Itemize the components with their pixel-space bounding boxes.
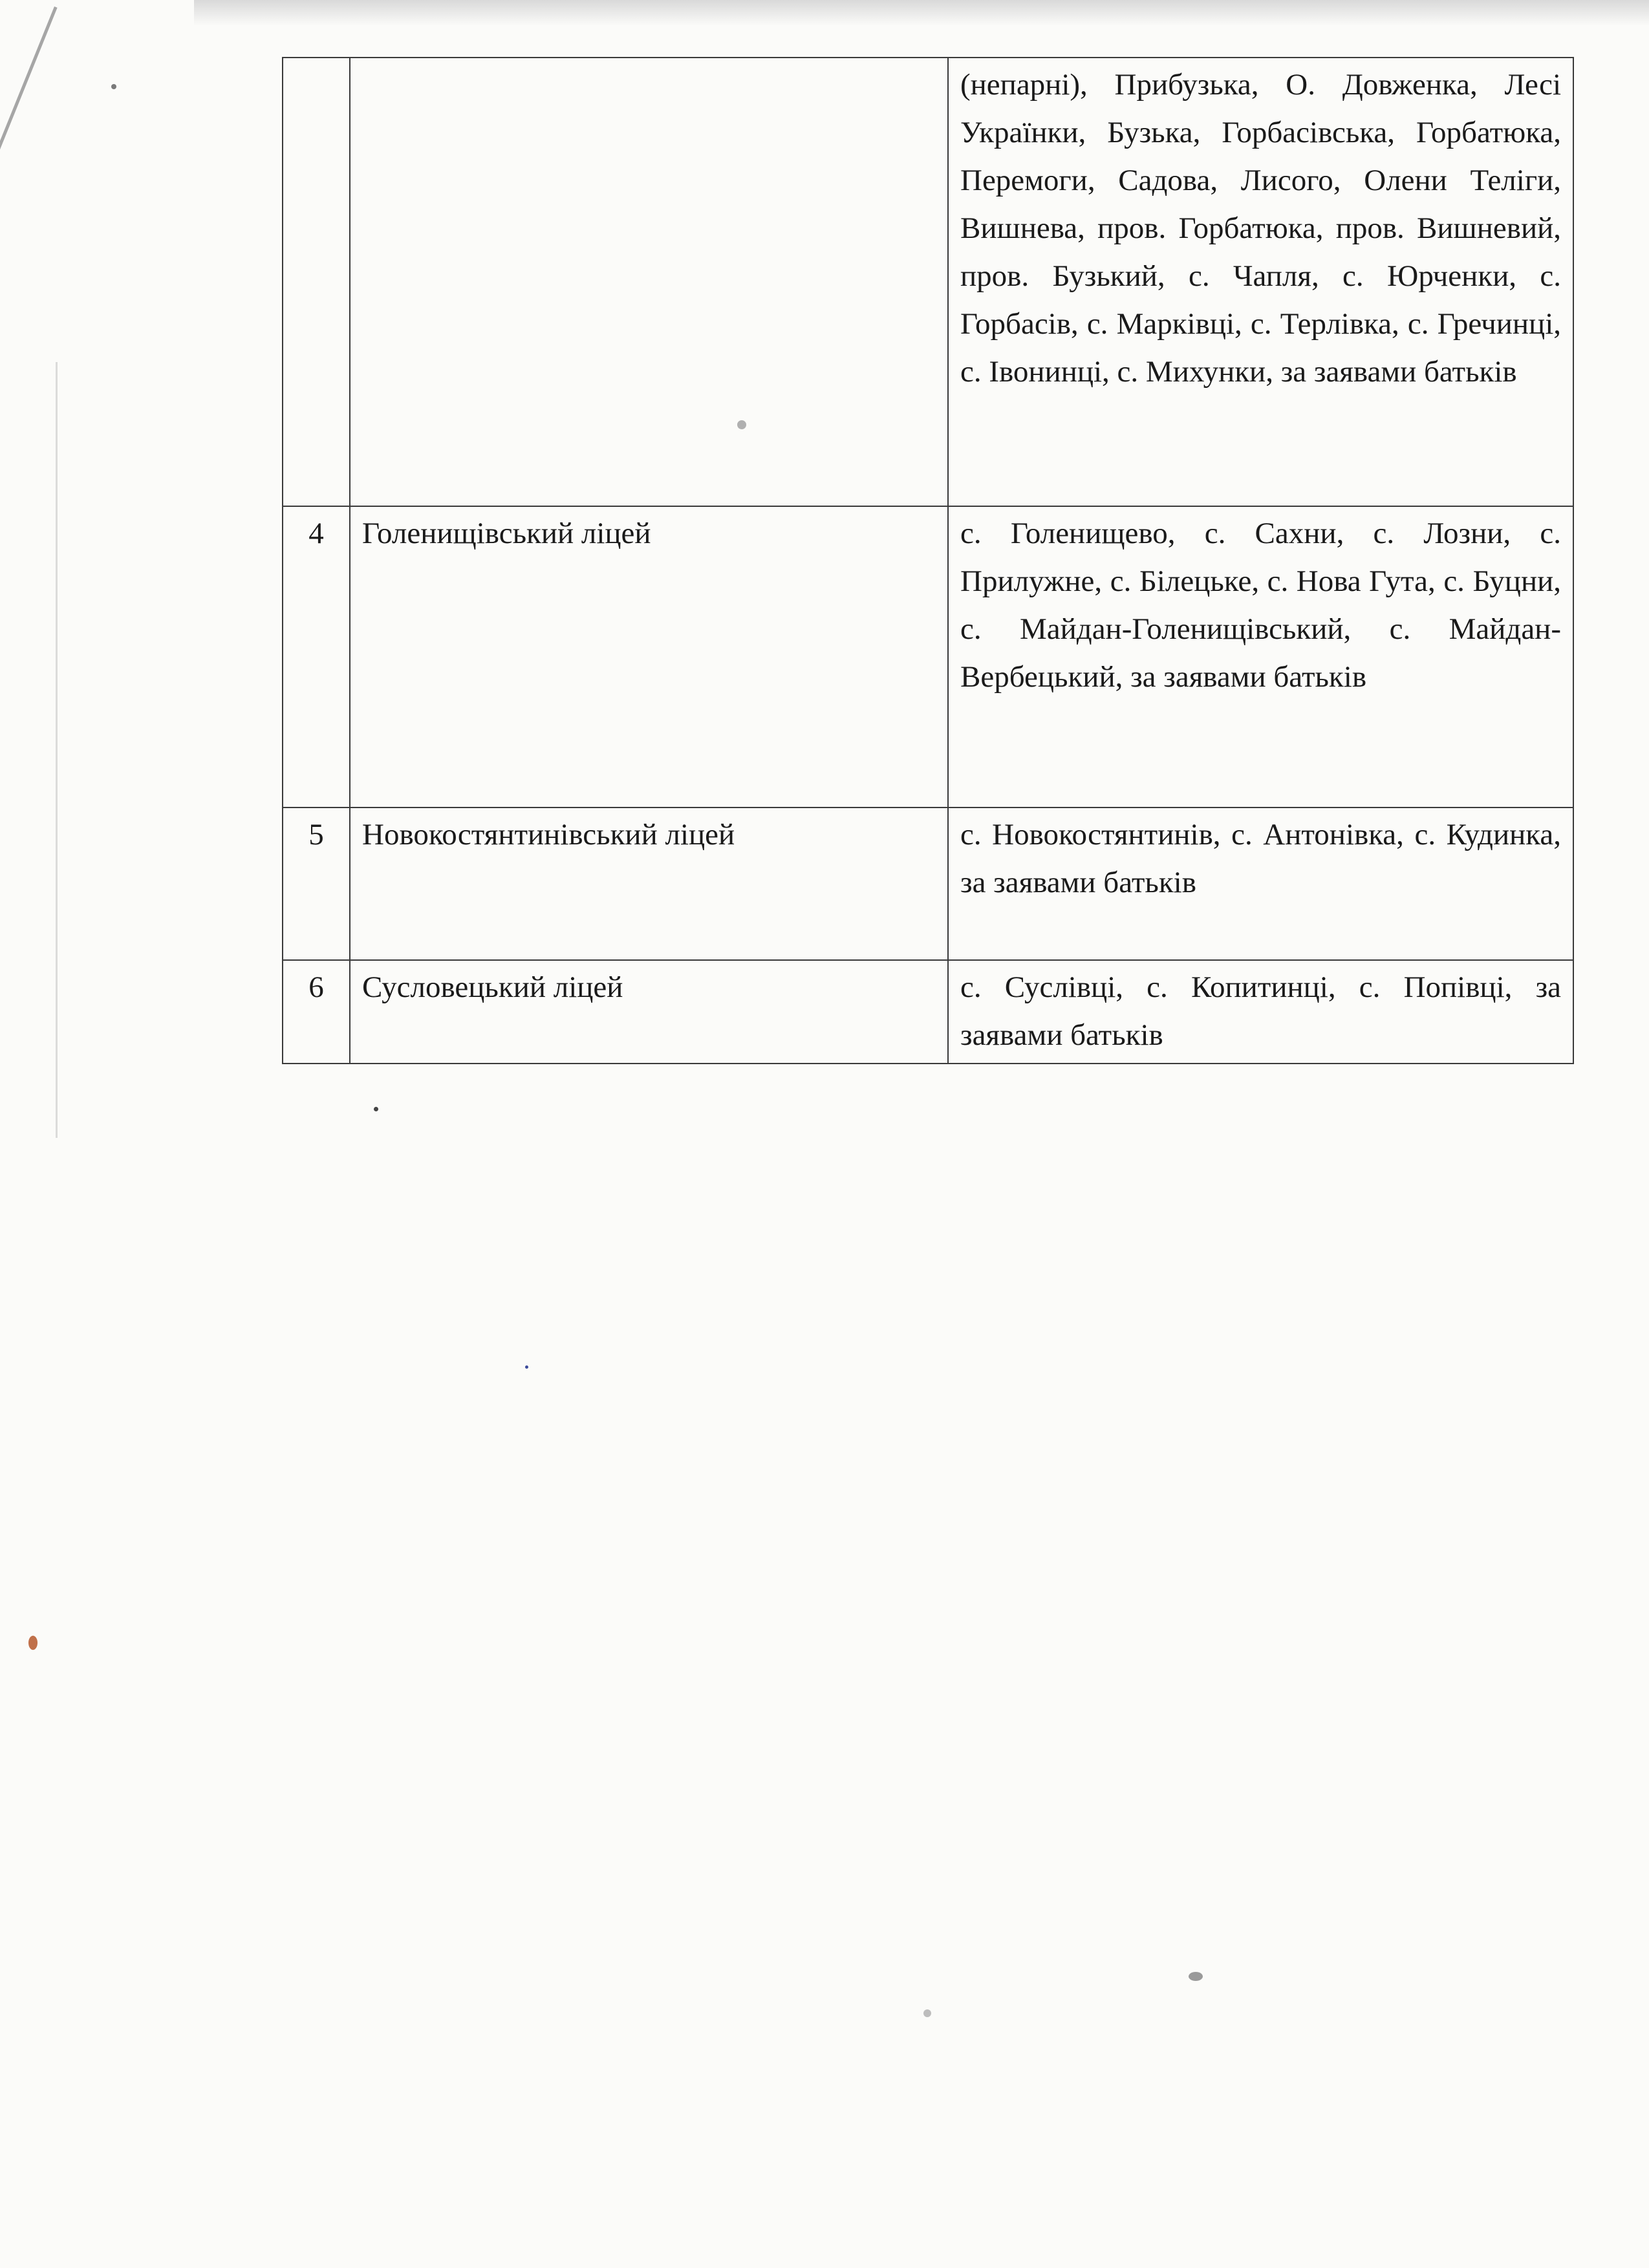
table-row [283, 506, 1573, 808]
school-name [350, 58, 948, 506]
scan-speck [1189, 1972, 1203, 1981]
scan-speck [374, 1107, 378, 1111]
table-row [283, 808, 1573, 960]
scan-speck [28, 1636, 38, 1650]
service-area: с. Суслівці, с. Копитинці, с. Попівці, за заявами батьків [948, 960, 1573, 1064]
scan-speck [525, 1365, 528, 1369]
table-row [283, 58, 1573, 506]
scan-speck [737, 420, 746, 429]
row-number: 4 [283, 506, 350, 808]
page-fold-shadow [56, 362, 58, 1138]
school-name: Сусловецький ліцей [350, 960, 948, 1064]
scan-speck [923, 2009, 931, 2017]
row-number [283, 58, 350, 506]
service-area: с. Голенищево, с. Сахни, с. Лозни, с. Прилужне, с. Білецьке, с. Нова Гута, с. Буцни, с. Майдан-Голенищівський, с. Майдан-Вербецький, за заявами батьків [948, 506, 1573, 808]
row-number: 6 [283, 960, 350, 1064]
scan-speck [111, 84, 116, 89]
page-fold-mark [0, 6, 58, 367]
table-row [283, 960, 1573, 1064]
service-area: с. Новокостянтинів, с. Антонівка, с. Кудинка, за заявами батьків [948, 808, 1573, 960]
service-area: (непарні), Прибузька, О. Довженка, Лесі Українки, Бузька, Горбасівська, Горбатюка, Перемоги, Садова, Лисого, Олени Теліги, Вишнева, пров. Горбатюка, пров. Вишневий, пров. Бузький, с. Чапля, с. Юрченки, с. Горбасів, с. Марківці, с. Терлівка, с. Гречинці, с. Івонинці, с. Михунки, за заявами батьків [948, 58, 1573, 506]
scan-shadow [194, 0, 1649, 26]
row-number: 5 [283, 808, 350, 960]
school-name: Голенищівський ліцей [350, 506, 948, 808]
school-districts-table [282, 57, 1574, 1064]
school-name: Новокостянтинівський ліцей [350, 808, 948, 960]
